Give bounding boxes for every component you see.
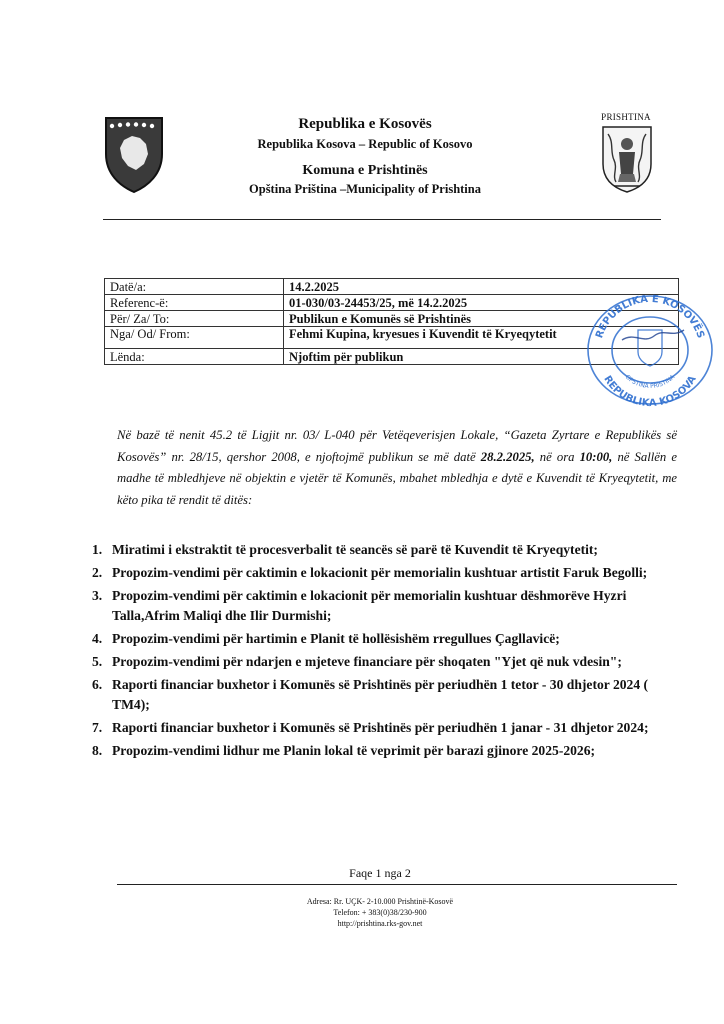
list-item <box>92 629 672 649</box>
intro-text: në Sallën e madhe të mbledhjeve në objektin e vjetër të Komunës, mbahet mbledhja e dytë e Kuvendit të Kryeqytetit, me këto pika të rendit të ditës: <box>117 449 677 507</box>
meta-key: Nga/ Od/ From: <box>105 327 284 349</box>
footer-divider <box>117 884 677 885</box>
address-line: Adresa: Rr. UÇK- 2-10.000 Prishtinë-Kosovë <box>306 897 454 906</box>
phone-line: Telefon: + 383(0)38/230-900 <box>333 908 427 917</box>
item-number: 6. <box>92 677 103 692</box>
item-text: Propozim-vendimi për hartimin e Planit të hollësishëm rregullues Çagllavicë; <box>112 631 560 646</box>
meta-key: Për/ Za/ To: <box>105 311 284 327</box>
item-number: 3. <box>92 588 103 603</box>
stamp-text-bottom: REPUBLIKA KOSOVA <box>601 374 699 408</box>
meeting-time: 10:00, <box>579 449 613 464</box>
list-item <box>92 675 672 715</box>
stamp-text-inner: OPSTINA PRISTINA <box>623 373 677 391</box>
item-text: Propozim-vendimi lidhur me Planin lokal të veprimit për barazi gjinore 2025-2026; <box>112 743 596 758</box>
meta-value: 01-030/03-24453/25, më 14.2.2025 <box>284 295 679 311</box>
item-number: 4. <box>92 631 103 646</box>
agenda-list <box>92 540 672 764</box>
item-number: 2. <box>92 565 103 580</box>
prishtina-emblem-icon <box>600 124 654 194</box>
meta-value: Njoftim për publikun <box>284 349 679 365</box>
official-stamp <box>584 290 716 408</box>
item-text: Raporti financiar buxhetor i Komunës së Prishtinës për periudhën 1 tetor - 30 dhjetor 2024 ( TM4); <box>112 677 649 712</box>
item-number: 1. <box>92 542 103 557</box>
municipality-name: Komuna e Prishtinës <box>302 163 428 178</box>
page-number: Faqe 1 nga 2 <box>349 866 411 880</box>
website-link[interactable]: http://prishtina.rks-gov.net <box>337 919 423 928</box>
meta-key: Datë/a: <box>105 279 284 295</box>
country-name-translations: Republika Kosova – Republic of Kosovo <box>257 137 473 151</box>
item-text: Propozim-vendimi për caktimin e lokacionit për memorialin kushtuar dëshmorëve Hyzri Talla,Afrim Maliqi dhe Ilir Durmishi; <box>112 588 627 623</box>
item-number: 8. <box>92 743 103 758</box>
item-number: 5. <box>92 654 103 669</box>
country-name: Republika e Kosovës <box>298 116 432 132</box>
list-item <box>92 563 672 583</box>
item-number: 7. <box>92 720 103 735</box>
item-text: Raporti financiar buxhetor i Komunës së Prishtinës për periudhën 1 janar - 31 dhjetor 2024; <box>112 720 649 735</box>
meeting-date: 28.2.2025, <box>480 449 535 464</box>
kosovo-coat-of-arms-icon <box>102 114 166 194</box>
municipality-name-translations: Opština Priština –Municipality of Prishtina <box>249 182 481 196</box>
item-text: Propozim-vendimi për ndarjen e mjeteve financiare për shoqaten "Yjet që nuk vdesin"; <box>112 654 622 669</box>
list-item <box>92 586 672 626</box>
city-emblem-label: PRISHTINA <box>601 112 651 122</box>
meta-value: Publikun e Komunës së Prishtinës <box>284 311 679 327</box>
intro-text: në ora <box>534 449 580 464</box>
list-item <box>92 718 672 738</box>
item-text: Miratimi i ekstraktit të procesverbalit të seancës së parë të Kuvendit të Kryeqytetit; <box>112 542 598 557</box>
meta-value: Fehmi Kupina, kryesues i Kuvendit të Kryeqytetit <box>284 327 679 349</box>
item-text: Propozim-vendimi për caktimin e lokacionit për memorialin kushtuar artistit Faruk Begolli; <box>112 565 648 580</box>
list-item <box>92 652 672 672</box>
list-item <box>92 741 672 761</box>
meta-value: 14.2.2025 <box>284 279 679 295</box>
stamp-text-top: REPUBLIKA E KOSOVËS <box>594 293 706 340</box>
intro-text: Në bazë të nenit 45.2 të Ligjit nr. 03/ L-040 për Vetëqeverisjen Lokale, “Gazeta Zyrtare e Republikës së Kosovës” nr. 28/15, qershor 2008, e njoftojmë publikun se më datë <box>117 428 677 464</box>
meta-key: Referenc-ë: <box>105 295 284 311</box>
footer-address-block <box>260 896 500 929</box>
header-divider <box>103 219 661 220</box>
intro-paragraph <box>117 425 677 511</box>
list-item <box>92 540 672 560</box>
meta-key: Lënda: <box>105 349 284 365</box>
